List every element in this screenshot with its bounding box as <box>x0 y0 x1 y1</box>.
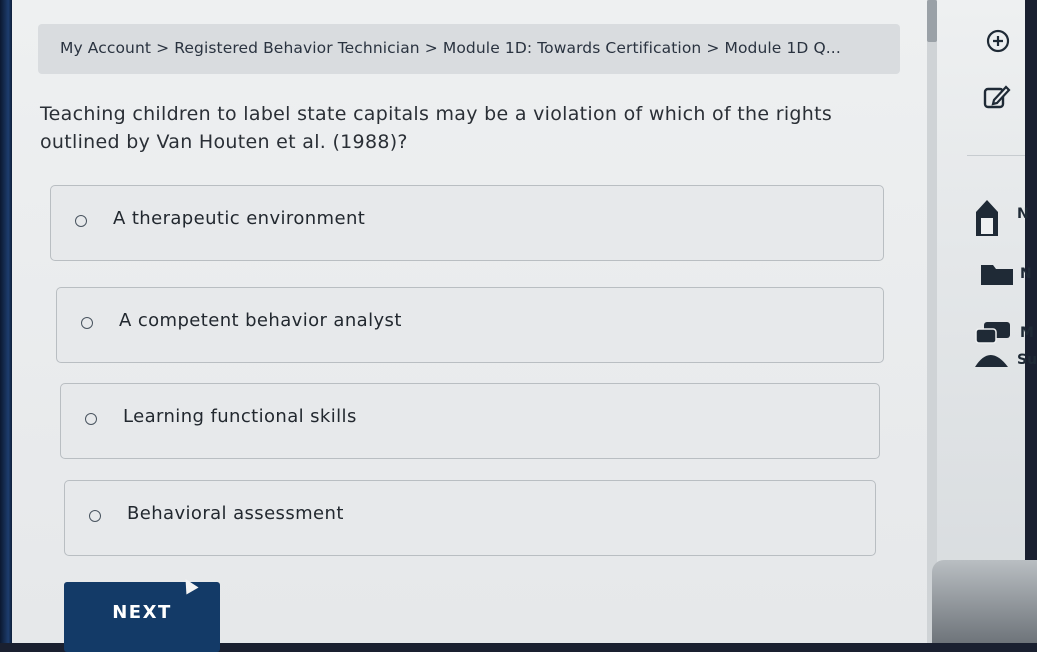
scrollbar[interactable] <box>927 0 937 643</box>
radio-button[interactable] <box>75 215 87 227</box>
answer-option-2[interactable] <box>56 287 884 363</box>
radio-button[interactable] <box>89 510 101 522</box>
desk-object <box>932 560 1037 643</box>
rail-label: N <box>1017 206 1029 222</box>
edit-icon[interactable] <box>982 83 1012 111</box>
main-content <box>12 0 927 643</box>
radio-button[interactable] <box>81 317 93 329</box>
rail-divider <box>967 155 1025 156</box>
screen <box>12 0 1037 643</box>
rail-label: M <box>1020 325 1034 341</box>
breadcrumb[interactable]: My Account > Registered Behavior Technician > Module 1D: Towards Certification > Module 1D Q... <box>60 39 841 57</box>
answer-label: A therapeutic environment <box>113 208 366 229</box>
answer-label: Learning functional skills <box>123 406 357 427</box>
answer-option-4[interactable] <box>64 480 876 556</box>
answer-option-1[interactable] <box>50 185 884 261</box>
chat-icon[interactable] <box>974 320 1012 346</box>
answer-label: Behavioral assessment <box>127 503 344 524</box>
folder-icon[interactable] <box>979 261 1015 287</box>
support-icon[interactable] <box>972 345 1012 375</box>
breadcrumb-bar <box>38 24 900 74</box>
scrollbar-thumb[interactable] <box>927 0 937 42</box>
graduation-icon[interactable] <box>974 198 1000 238</box>
screen-bezel <box>0 0 12 643</box>
radio-button[interactable] <box>85 413 97 425</box>
rail-label: Su <box>1017 352 1037 368</box>
question-text: Teaching children to label state capitals may be a violation of which of the rights outlined by Van Houten et al. (1988)? <box>40 103 833 153</box>
answer-label: A competent behavior analyst <box>119 310 402 331</box>
next-button[interactable]: NEXT <box>64 582 220 652</box>
rail-label: N <box>1020 266 1032 282</box>
answer-option-3[interactable] <box>60 383 880 459</box>
plus-circle-icon[interactable] <box>985 28 1011 54</box>
